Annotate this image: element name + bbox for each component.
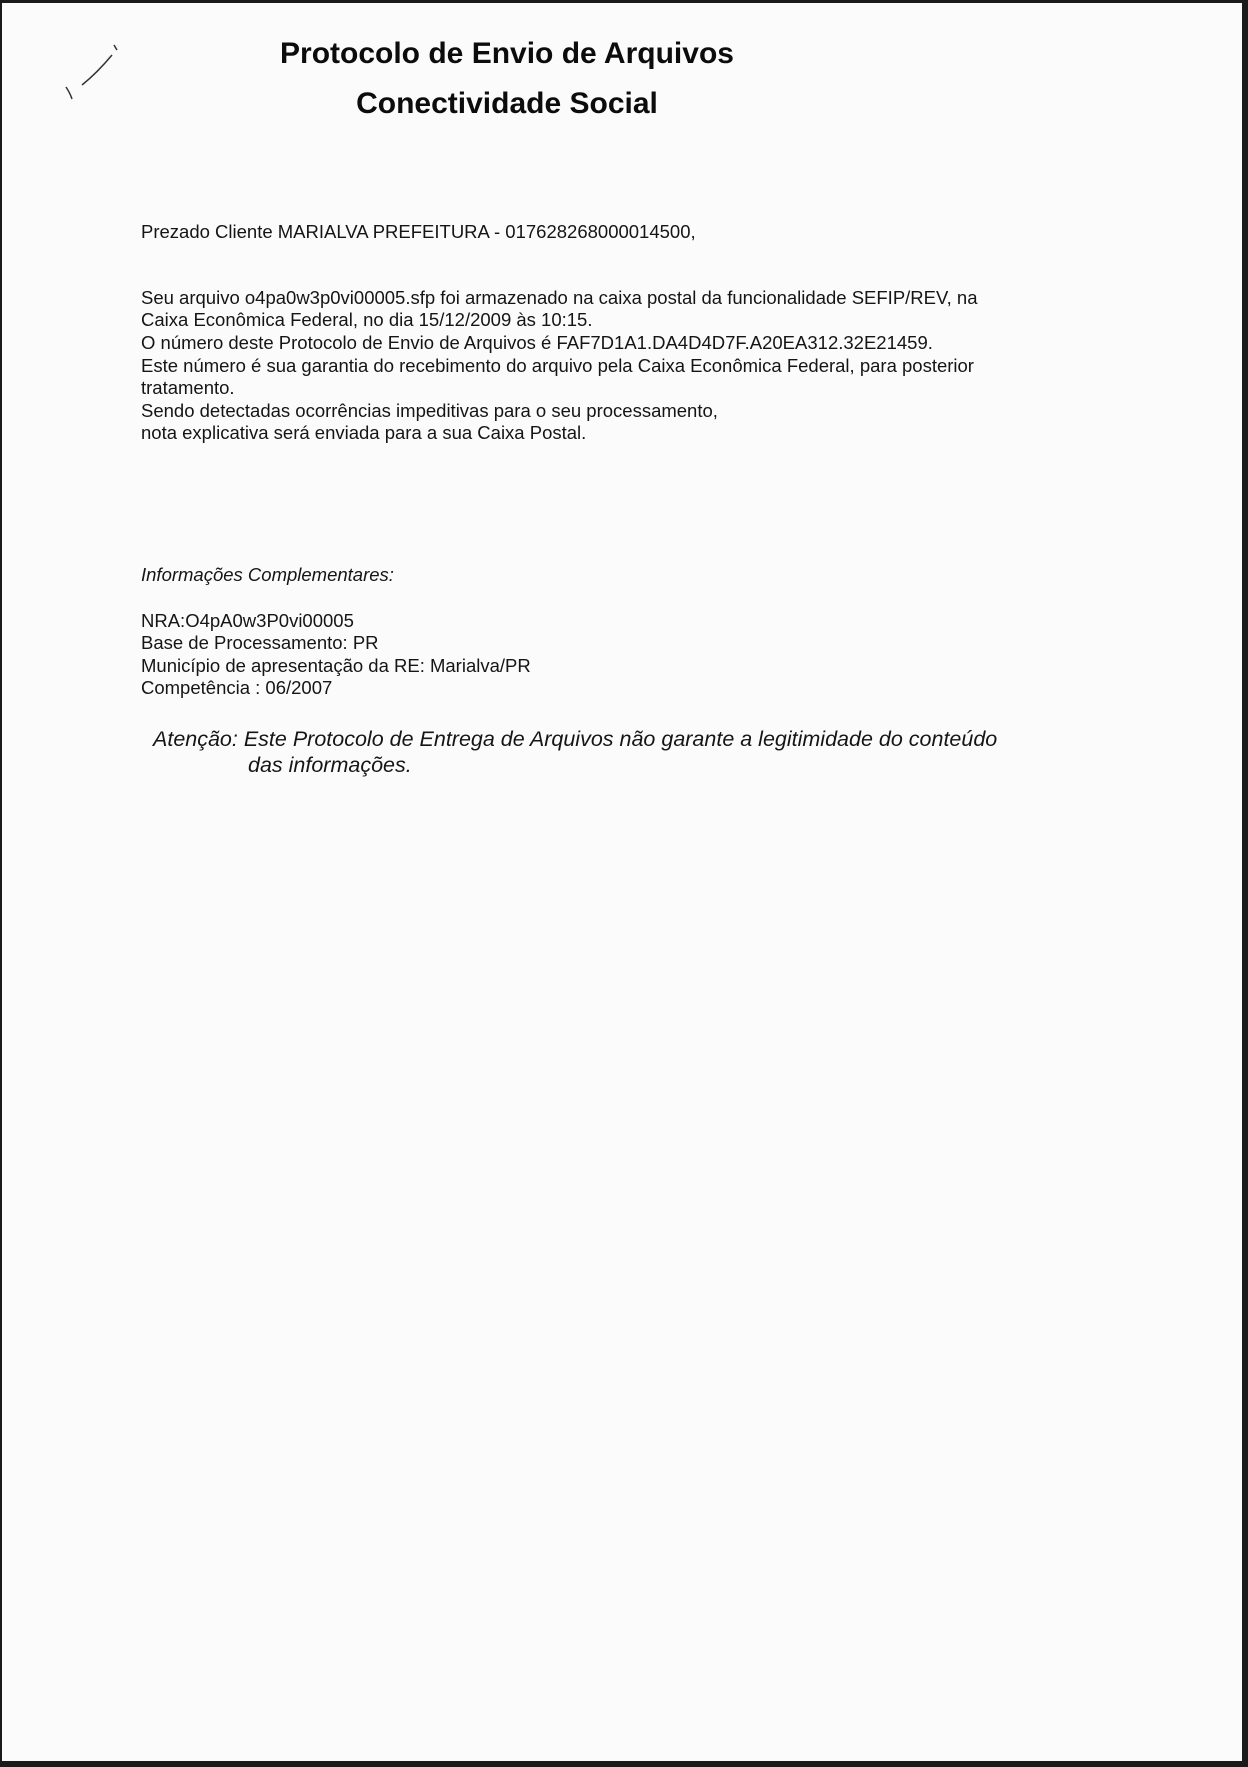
info-line-municipio: Município de apresentação da RE: Marialva/PR	[141, 655, 531, 676]
page-subtitle: Conectividade Social	[356, 87, 658, 120]
body-line: Seu arquivo o4pa0w3p0vi00005.sfp foi armazenado na caixa postal da funcionalidade SEFIP/REV, na	[141, 287, 978, 308]
page-title: Protocolo de Envio de Arquivos	[280, 37, 734, 70]
greeting-text: Prezado Cliente MARIALVA PREFEITURA - 017628268000014500,	[141, 221, 696, 242]
document-page	[2, 3, 1242, 1761]
attention-line: das informações.	[248, 753, 412, 777]
body-line: Este número é sua garantia do recebimento do arquivo pela Caixa Econômica Federal, para posterior	[141, 355, 974, 376]
complementary-heading: Informações Complementares:	[141, 564, 394, 585]
info-line-nra: NRA:O4pA0w3P0vi00005	[141, 610, 354, 631]
body-line: nota explicativa será enviada para a sua Caixa Postal.	[141, 422, 587, 443]
info-line-competencia: Competência : 06/2007	[141, 677, 333, 698]
body-line: Sendo detectadas ocorrências impeditivas para o seu processamento,	[141, 400, 718, 421]
body-line: tratamento.	[141, 377, 235, 398]
body-line: Caixa Econômica Federal, no dia 15/12/2009 às 10:15.	[141, 309, 593, 330]
body-line: O número deste Protocolo de Envio de Arquivos é FAF7D1A1.DA4D4D7F.A20EA312.32E21459.	[141, 332, 933, 353]
attention-line: Atenção: Este Protocolo de Entrega de Arquivos não garante a legitimidade do conteúdo	[153, 727, 998, 751]
info-line-base: Base de Processamento: PR	[141, 632, 379, 653]
